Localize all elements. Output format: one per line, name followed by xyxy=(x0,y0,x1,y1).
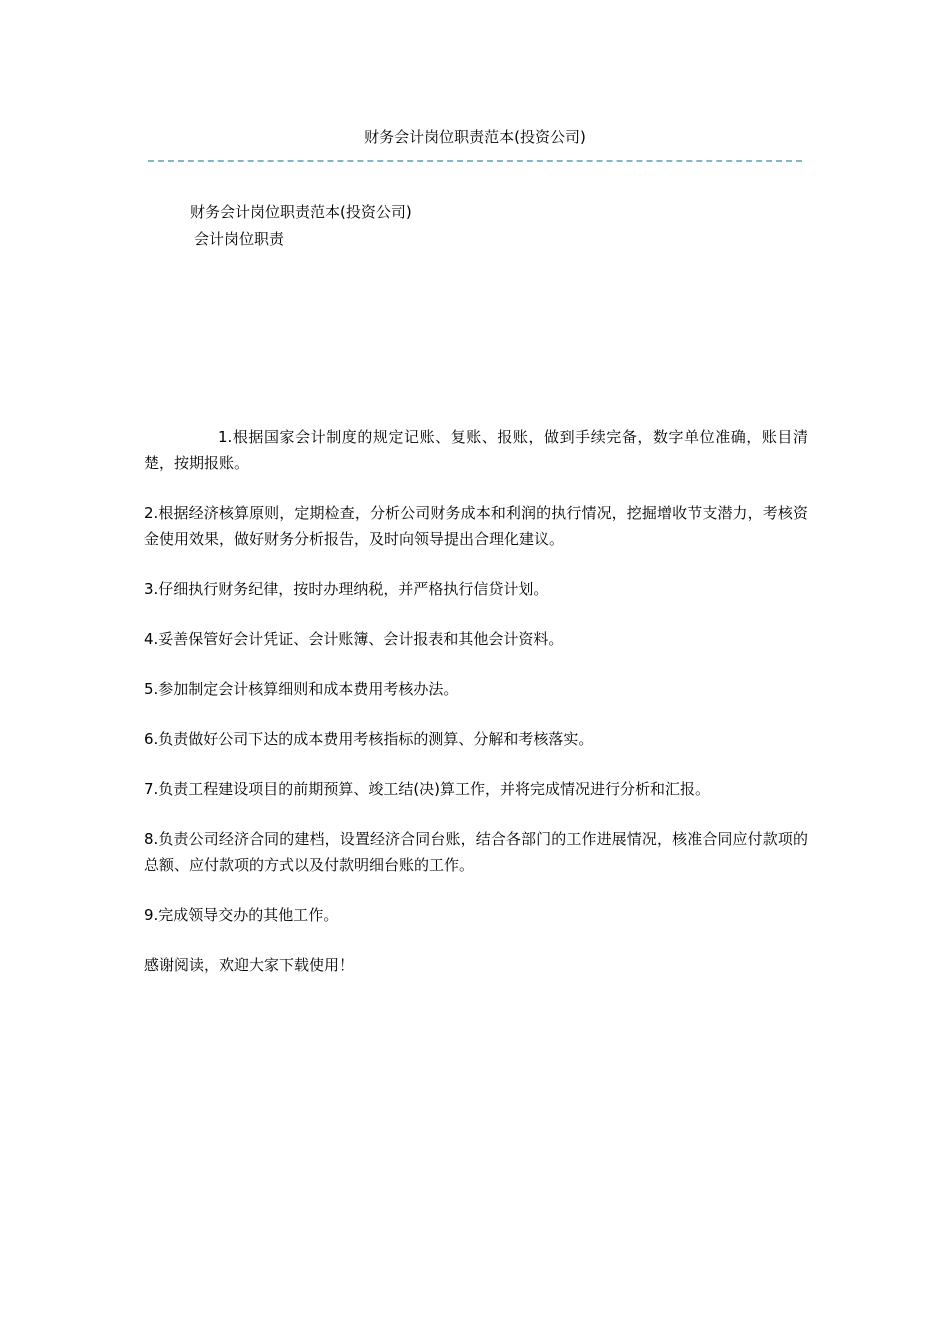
closing-note: 感谢阅读，欢迎大家下载使用！ xyxy=(144,956,355,974)
duty-item-6: 6.负责做好公司下达的成本费用考核指标的测算、分解和考核落实。 xyxy=(144,730,594,748)
document-body xyxy=(144,424,808,1002)
duty-item-7: 7.负责工程建设项目的前期预算、竣工结(决)算工作，并将完成情况进行分析和汇报。 xyxy=(144,780,711,798)
duty-item-2: 2.根据经济核算原则，定期检查，分析公司财务成本和利润的执行情况，挖掘增收节支潜力，考核资金使用效果，做好财务分析报告，及时向领导提出合理化建议。 xyxy=(144,504,808,548)
document-title: 财务会计岗位职责范本(投资公司) xyxy=(190,203,412,221)
duty-item-1: 1.根据国家会计制度的规定记账、复账、报账，做到手续完备，数字单位准确，账目清楚，按期报账。 xyxy=(144,428,808,472)
page-header-title: 财务会计岗位职责范本(投资公司) xyxy=(364,128,586,146)
duty-item-9: 9.完成领导交办的其他工作。 xyxy=(144,906,339,924)
duty-item-4: 4.妥善保管好会计凭证、会计账簿、会计报表和其他会计资料。 xyxy=(144,630,564,648)
duty-item-8: 8.负责公司经济合同的建档，设置经济合同台账，结合各部门的工作进展情况，核准合同应付款项的总额、应付款项的方式以及付款明细台账的工作。 xyxy=(144,830,808,874)
header-divider xyxy=(148,160,802,162)
duty-item-3: 3.仔细执行财务纪律，按时办理纳税，并严格执行信贷计划。 xyxy=(144,580,549,598)
duty-item-5: 5.参加制定会计核算细则和成本费用考核办法。 xyxy=(144,680,459,698)
section-heading: 会计岗位职责 xyxy=(194,230,285,248)
